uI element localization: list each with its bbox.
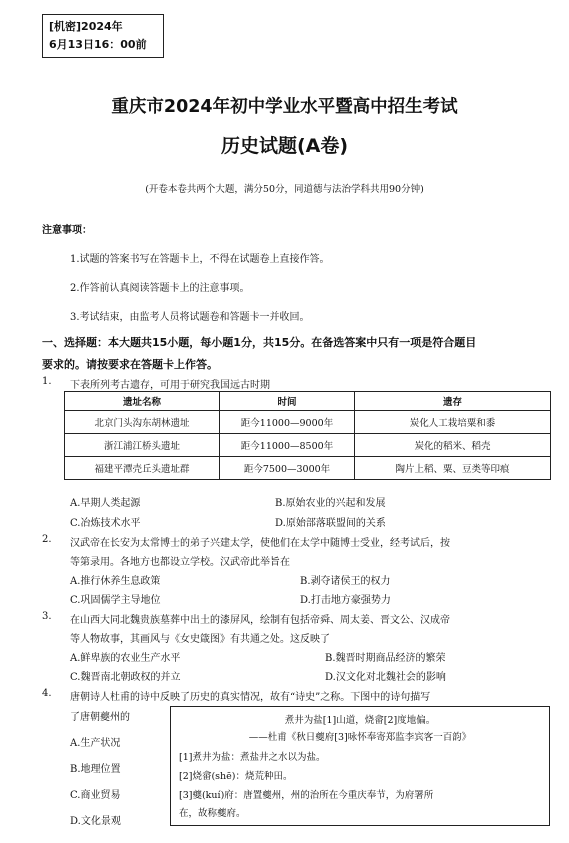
table-cell: 浙江浦江桥头遗址 [65, 434, 220, 457]
q2-stem-line-2: 等第录用。各地方也都设立学校。汉武帝此举旨在 [70, 557, 290, 568]
confidential-stamp [42, 14, 164, 58]
q2-number: 2. [42, 534, 52, 545]
notice-item-1: 1.试题的答案书写在答题卡上，不得在试题卷上直接作答。 [70, 254, 330, 265]
q4-number: 4. [42, 688, 52, 699]
section-heading-line-1: 一、选择题：本大题共15小题，每小题1分，共15分。在备选答案中只有一项是符合题目 [42, 336, 477, 349]
table-cell: 距今11000—9000年 [220, 411, 355, 434]
section-heading-line-2: 要求的。请按要求在答题卡上作答。 [42, 358, 218, 371]
table-cell: 陶片上稻、粟、豆类等印痕 [355, 457, 551, 480]
table-header-cell: 时间 [220, 392, 355, 411]
q3-option-a[interactable]: A.鲜卑族的农业生产水平 [70, 653, 181, 664]
notice-heading: 注意事项： [42, 225, 92, 236]
notice-item-3: 3.考试结束，由监考人员将试题卷和答题卡一并收回。 [70, 312, 310, 323]
q3-option-d[interactable]: D.汉文化对北魏社会的影响 [325, 672, 446, 683]
poem-source: ——杜甫《秋日夔府[3]咏怀奉寄郑监李宾客一百韵》 [248, 732, 472, 743]
stamp-line-1: [机密]2024年 [49, 20, 123, 33]
table-cell: 北京门头沟东胡林遗址 [65, 411, 220, 434]
q3-option-c[interactable]: C.魏晋南北朝政权的并立 [70, 672, 181, 683]
exam-note: (开卷本卷共两个大题，满分50分，同道德与法治学科共用90分钟) [145, 184, 424, 195]
q2-option-d[interactable]: D.打击地方豪强势力 [300, 595, 391, 606]
table-row [65, 411, 551, 434]
q4-option-a[interactable]: A.生产状况 [70, 738, 121, 749]
q1-number: 1. [42, 376, 52, 387]
notice-item-2: 2.作答前认真阅读答题卡上的注意事项。 [70, 283, 250, 294]
q1-table [64, 391, 551, 480]
q4-option-d[interactable]: D.文化景观 [70, 816, 121, 827]
poem-line: 煮井为盐[1]山道，烧畲[2]度地偏。 [284, 715, 436, 726]
poem-note-2: [2]烧畲(shē)：烧荒种田。 [179, 771, 293, 782]
q4-option-c[interactable]: C.商业贸易 [70, 790, 121, 801]
q4-option-b[interactable]: B.地理位置 [70, 764, 121, 775]
table-cell: 距今11000—8500年 [220, 434, 355, 457]
q2-option-c[interactable]: C.巩固儒学主导地位 [70, 595, 161, 606]
table-cell: 福建平潭壳丘头遗址群 [65, 457, 220, 480]
exam-subtitle: 历史试题(A卷) [220, 135, 349, 157]
table-header-cell: 遗址名称 [65, 392, 220, 411]
q1-stem: 下表所列考古遗存，可用于研究我国远古时期 [70, 380, 270, 391]
q1-option-d[interactable]: D.原始部落联盟间的关系 [275, 518, 386, 529]
q1-option-c[interactable]: C.冶炼技术水平 [70, 518, 141, 529]
q2-stem-line-1: 汉武帝在长安为太常博士的弟子兴建太学，使他们在太学中随博士受业，经考试后，按 [70, 538, 450, 549]
table-cell: 炭化的稻米、稻壳 [355, 434, 551, 457]
table-row [65, 457, 551, 480]
q2-option-a[interactable]: A.推行休养生息政策 [70, 576, 161, 587]
exam-title: 重庆市2024年初中学业水平暨高中招生考试 [111, 97, 458, 117]
poem-note-3: [3]夔(kuí)府：唐置夔州，州的治所在今重庆奉节，为府署所 [179, 790, 434, 801]
q2-option-b[interactable]: B.剥夺诸侯王的权力 [300, 576, 391, 587]
q4-poem-box [170, 706, 550, 826]
table-cell: 距今7500—3000年 [220, 457, 355, 480]
poem-note-1: [1]煮井为盐：煮盐井之水以为盐。 [179, 752, 326, 763]
q4-stem-line-2: 了唐朝夔州的 [70, 712, 130, 723]
q1-option-b[interactable]: B.原始农业的兴起和发展 [275, 498, 386, 509]
table-cell: 炭化人工栽培粟和黍 [355, 411, 551, 434]
q3-number: 3. [42, 611, 52, 622]
q1-option-a[interactable]: A.早期人类起源 [70, 498, 141, 509]
q4-stem-line-1: 唐朝诗人杜甫的诗中反映了历史的真实情况，故有“诗史”之称。下图中的诗句描写 [70, 692, 431, 703]
table-header-row [65, 392, 551, 411]
table-row [65, 434, 551, 457]
poem-note-4: 在，故称夔府。 [179, 808, 246, 819]
table-header-cell: 遗存 [355, 392, 551, 411]
q3-stem-line-1: 在山西大同北魏贵族墓葬中出土的漆屏风，绘制有包括帝舜、周太姜、晋文公、汉成帝 [70, 615, 450, 626]
stamp-line-2: 6月13日16：00前 [49, 38, 147, 51]
q3-stem-line-2: 等人物故事，其画风与《女史箴图》有共通之处。这反映了 [70, 634, 330, 645]
q3-option-b[interactable]: B.魏晋时期商品经济的繁荣 [325, 653, 446, 664]
